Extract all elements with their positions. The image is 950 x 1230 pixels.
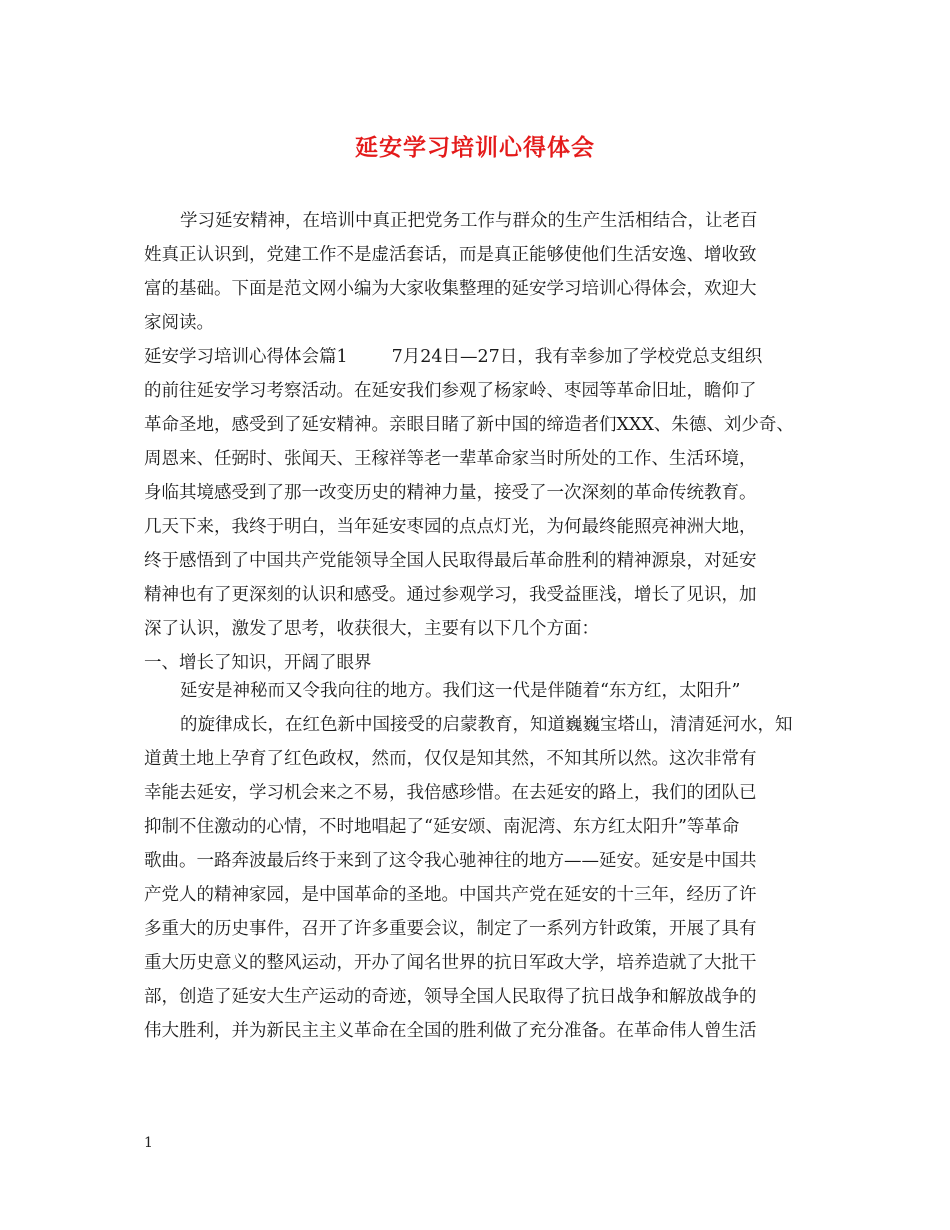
text-line: 革命圣地，感受到了延安精神。亲眼目睹了新中国的缔造者们XXX、朱德、刘少奇、 (144, 415, 794, 435)
document-title: 延安学习培训心得体会 (355, 135, 595, 161)
subheading-line: 延安是神秘而又令我向往的地方。我们这一代是伴随着“东方红，太阳升” (180, 681, 741, 701)
text-line: 伟大胜利，并为新民主主义革命在全国的胜利做了充分准备。在革命伟人曾生活 (144, 1021, 757, 1041)
text-line: 几天下来，我终于明白，当年延安枣园的点点灯光，为何最终能照亮神洲大地， (144, 517, 757, 537)
page-number: 1 (144, 1135, 153, 1151)
text-line: 抑制不住激动的心情，不时地唱起了“延安颂、南泥湾、东方红太阳升”等革命 (144, 817, 740, 837)
text-line: 多重大的历史事件，召开了许多重要会议，制定了一系列方针政策，开展了具有 (144, 919, 757, 939)
text-line: 一、增长了知识，开阔了眼界 (144, 653, 372, 673)
section-heading: 延安学习培训心得体会篇1 (144, 347, 348, 367)
text-line (144, 342, 824, 372)
text-line: 精神也有了更深刻的认识和感受。通过参观学习，我受益匪浅，增长了见识，加 (144, 585, 757, 605)
text-line: 学习延安精神，在培训中真正把党务工作与群众的生产生活相结合，让老百 (180, 211, 758, 231)
text-line: 重大历史意义的整风运动，开办了闻名世界的抗日军政大学，培养造就了大批干 (144, 953, 757, 973)
text-line: 部，创造了延安大生产运动的奇迹，领导全国人民取得了抗日战争和解放战争的 (144, 987, 757, 1007)
text-line: 富的基础。下面是范文网小编为大家收集整理的延安学习培训心得体会，欢迎大 (144, 279, 757, 299)
text-line: 的旋律成长，在红色新中国接受的启蒙教育，知道巍巍宝塔山，清清延河水，知 (180, 715, 793, 735)
text-line (144, 1084, 824, 1114)
text-line: 道黄土地上孕育了红色政权，然而，仅仅是知其然，不知其所以然。这次非常有 (144, 749, 757, 769)
text-line (144, 1050, 824, 1080)
text-line: 歌曲。一路奔波最后终于来到了这令我心驰神往的地方——延安。延安是中国共 (144, 851, 757, 871)
text-line: 身临其境感受到了那一改变历史的精神力量，接受了一次深刻的革命传统教育。 (144, 483, 757, 503)
text-line: 周恩来、任弼时、张闻天、王稼祥等老一辈革命家当时所处的工作、生活环境， (144, 449, 757, 469)
text-line: 家阅读。 (144, 313, 214, 333)
text-line: 终于感悟到了中国共产党能领导全国人民取得最后革命胜利的精神源泉，对延安 (144, 551, 757, 571)
text-line: 深了认识，激发了思考，收获很大，主要有以下几个方面： (144, 619, 599, 639)
text-line: 产党人的精神家园，是中国革命的圣地。中国共产党在延安的十三年，经历了许 (144, 885, 757, 905)
text-line: 幸能去延安，学习机会来之不易，我倍感珍惜。在去延安的路上，我们的团队已 (144, 783, 757, 803)
text-span: 7月24日—27日，我有幸参加了学校党总支组织 (391, 347, 763, 367)
text-line: 的前往延安学习考察活动。在延安我们参观了杨家岭、枣园等革命旧址，瞻仰了 (144, 381, 757, 401)
text-line: 姓真正认识到，党建工作不是虚活套话，而是真正能够使他们生活安逸、增收致 (144, 245, 757, 265)
